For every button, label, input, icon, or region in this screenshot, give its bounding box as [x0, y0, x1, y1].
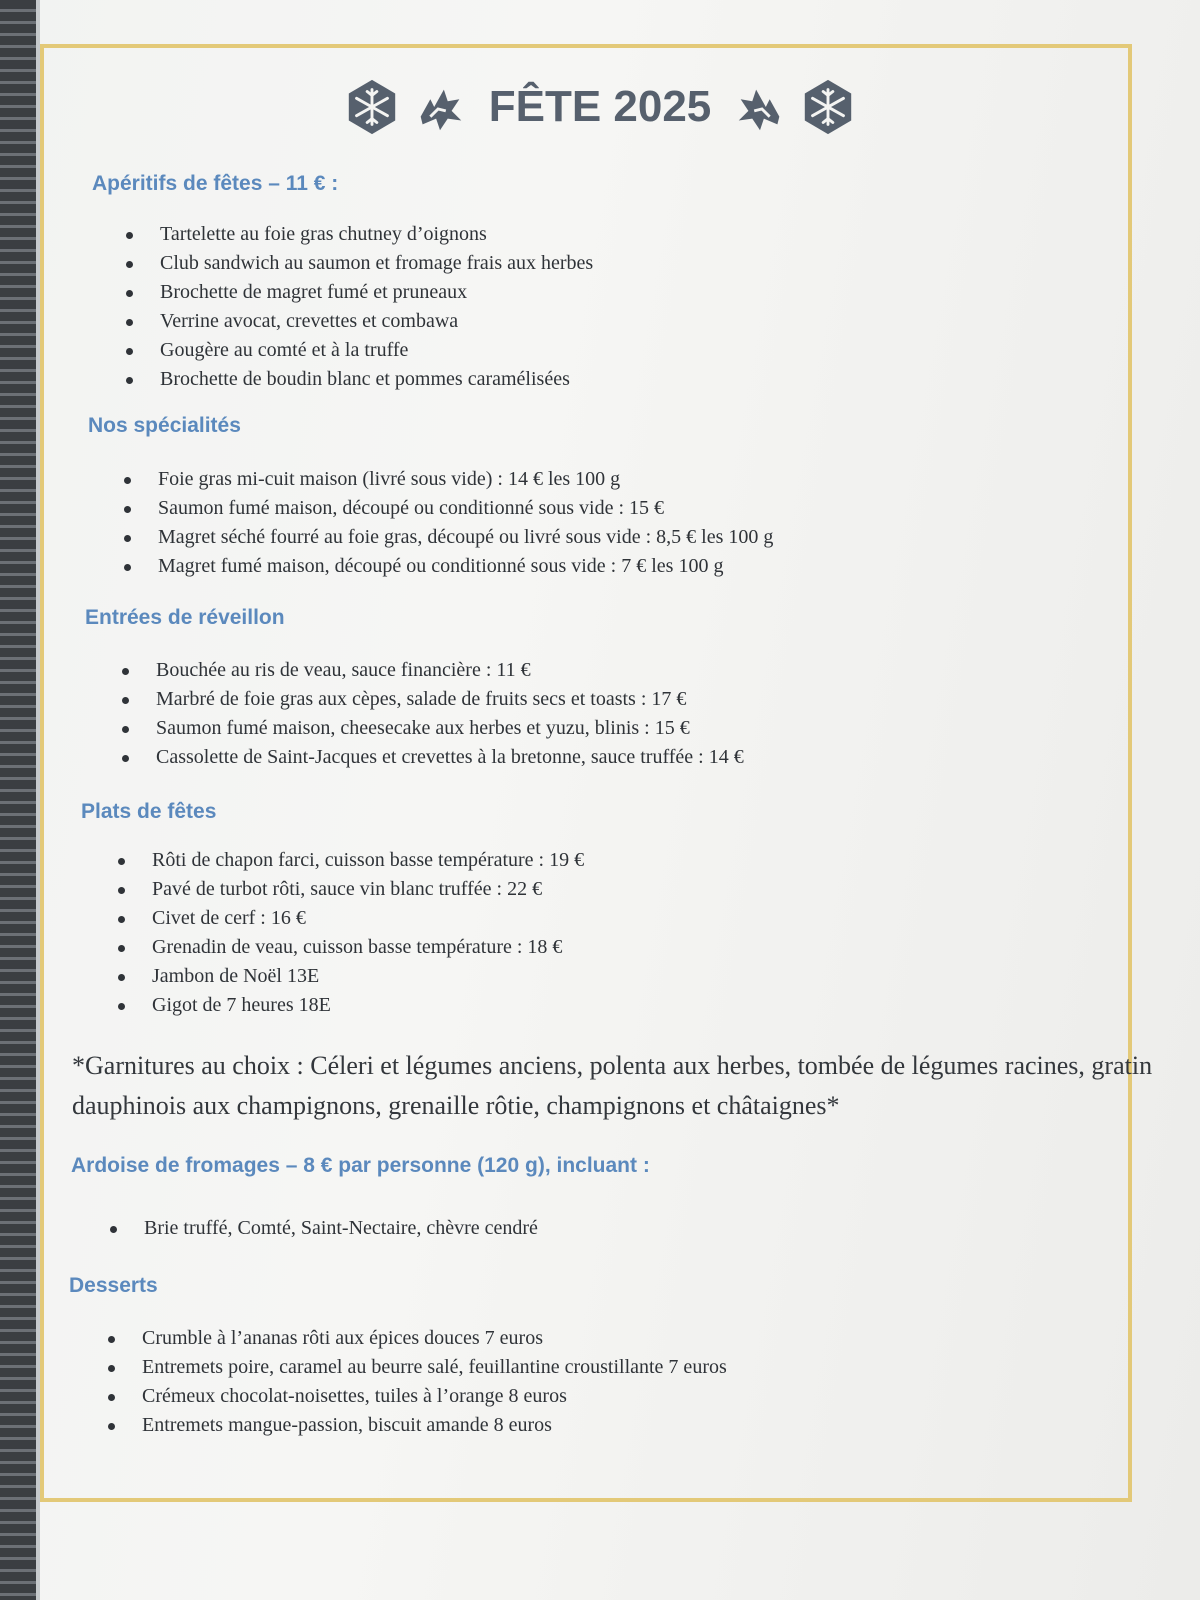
list-item: Bouchée au ris de veau, sauce financière : 11 €: [114, 656, 744, 685]
list-item: Magret fumé maison, découpé ou conditionné sous vide : 7 € les 100 g: [116, 552, 773, 581]
snowflake-icon: [799, 78, 857, 136]
list-item: Crémeux chocolat-noisettes, tuiles à l’orange 8 euros: [100, 1382, 727, 1411]
list-item: Pavé de turbot rôti, sauce vin blanc truffée : 22 €: [110, 875, 584, 904]
list-item: Cassolette de Saint-Jacques et crevettes à la bretonne, sauce truffée : 14 €: [114, 743, 744, 772]
menu-title: [340, 72, 860, 142]
list-item: Saumon fumé maison, cheesecake aux herbes et yuzu, blinis : 15 €: [114, 714, 744, 743]
section-heading-desserts: Desserts: [69, 1274, 158, 1297]
list-item: Marbré de foie gras aux cèpes, salade de fruits secs et toasts : 17 €: [114, 685, 744, 714]
list-fromages: [102, 1214, 538, 1243]
list-item: Brie truffé, Comté, Saint-Nectaire, chèvre cendré: [102, 1214, 538, 1243]
snowflake-icon: [343, 78, 401, 136]
list-item: Brochette de boudin blanc et pommes caramélisées: [118, 365, 593, 394]
section-heading-specialites: Nos spécialités: [88, 414, 241, 437]
list-item: Entremets poire, caramel au beurre salé, feuillantine croustillante 7 euros: [100, 1353, 727, 1382]
garnitures-note: *Garnitures au choix : Céleri et légumes anciens, polenta aux herbes, tombée de légumes racines, gratin dauphinois aux champignons, grenaille rôtie, champignons et châtaignes*: [72, 1051, 1153, 1120]
section-heading-plats: Plats de fêtes: [81, 800, 217, 823]
section-heading-aperitifs: Apéritifs de fêtes – 11 € :: [92, 172, 339, 195]
holly-icon: [411, 78, 469, 136]
list-item: Saumon fumé maison, découpé ou conditionné sous vide : 15 €: [116, 494, 773, 523]
list-item: Civet de cerf : 16 €: [110, 904, 584, 933]
list-aperitifs: [118, 220, 593, 394]
list-item: Magret séché fourré au foie gras, découpé ou livré sous vide : 8,5 € les 100 g: [116, 523, 773, 552]
list-item: Verrine avocat, crevettes et combawa: [118, 307, 593, 336]
list-item: Grenadin de veau, cuisson basse température : 18 €: [110, 933, 584, 962]
list-item: Foie gras mi-cuit maison (livré sous vide) : 14 € les 100 g: [116, 465, 773, 494]
list-item: Entremets mangue-passion, biscuit amande 8 euros: [100, 1411, 727, 1440]
list-entrees: [114, 656, 744, 772]
list-item: Tartelette au foie gras chutney d’oignons: [118, 220, 593, 249]
list-plats: [110, 846, 584, 1020]
holly-icon: [731, 78, 789, 136]
list-item: Rôti de chapon farci, cuisson basse température : 19 €: [110, 846, 584, 875]
binder-rings: [0, 0, 40, 1600]
list-item: Brochette de magret fumé et pruneaux: [118, 278, 593, 307]
list-item: Club sandwich au saumon et fromage frais aux herbes: [118, 249, 593, 278]
page-title: FÊTE 2025: [488, 82, 712, 131]
list-specialites: [116, 465, 773, 581]
section-heading-fromages: Ardoise de fromages – 8 € par personne (120 g), incluant :: [71, 1154, 650, 1177]
list-item: Gigot de 7 heures 18E: [110, 991, 584, 1020]
section-heading-entrees: Entrées de réveillon: [85, 606, 285, 629]
list-desserts: [100, 1324, 727, 1440]
list-item: Jambon de Noël 13E: [110, 962, 584, 991]
list-item: Gougère au comté et à la truffe: [118, 336, 593, 365]
list-item: Crumble à l’ananas rôti aux épices douces 7 euros: [100, 1324, 727, 1353]
